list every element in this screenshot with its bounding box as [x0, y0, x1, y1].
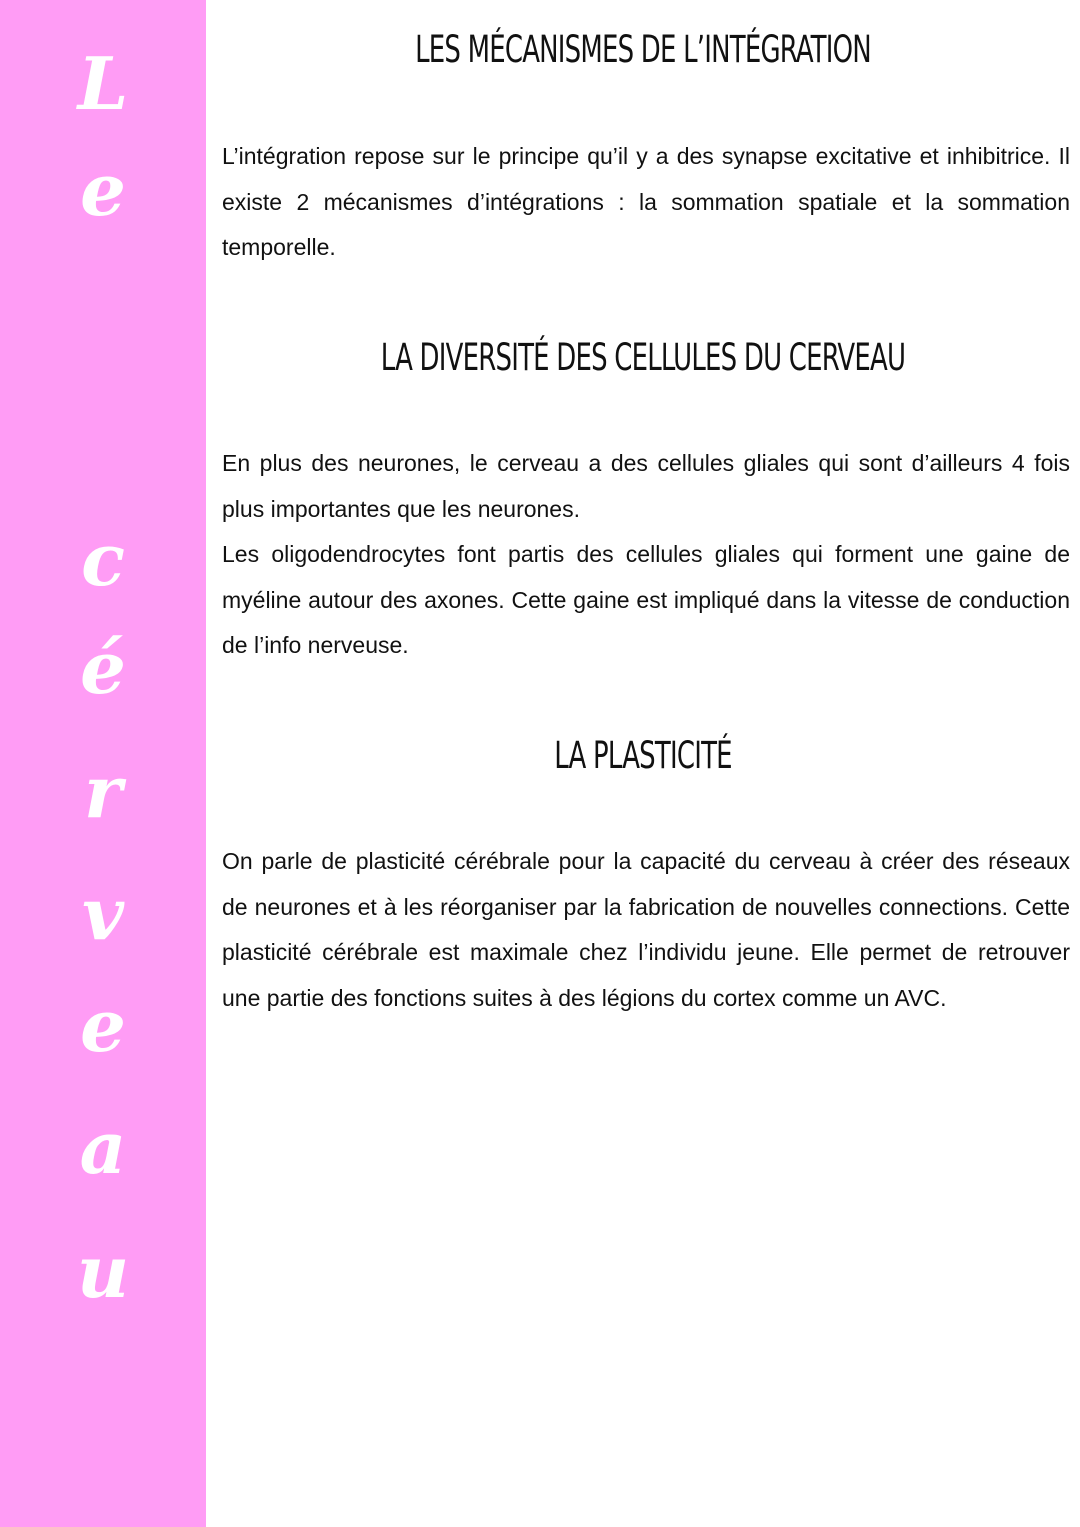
section-title-plasticite: LA PLASTICITÉ	[554, 734, 732, 777]
sidebar-letter-v: v	[82, 871, 124, 956]
sidebar-letter-r: r	[84, 749, 122, 834]
sidebar-letter-u: u	[76, 1229, 130, 1314]
sidebar-vertical-title	[0, 0, 206, 1527]
paragraph-diversite-1: En plus des neurones, le cerveau a des cellules gliales qui sont d’ailleurs 4 fois plus importantes que les neurones.	[222, 450, 1070, 522]
sidebar-letter-l: L	[77, 41, 129, 126]
sidebar-letter-e-acute: é	[80, 625, 126, 710]
sidebar-letter-e: e	[80, 147, 126, 232]
sidebar-letter-e-2: e	[80, 983, 126, 1068]
paragraph-integration: L’intégration repose sur le principe qu’il y a des synapse excitative et inhibitrice. Il existe 2 mécanismes d’intégrations : la sommation spatiale et la sommation temporelle.	[222, 143, 1070, 261]
sidebar-letter-c: c	[81, 517, 125, 602]
sidebar-letter-a: a	[79, 1105, 127, 1190]
section-title-diversite: LA DIVERSITÉ DES CELLULES DU CERVEAU	[380, 336, 906, 379]
paragraph-diversite-2: Les oligodendrocytes font partis des cellules gliales qui forment une gaine de myéline autour des axones. Cette gaine est impliqué dans la vitesse de conduction de l’info nerveuse.	[222, 541, 1070, 659]
section-title-integration: LES MÉCANISMES DE L’INTÉGRATION	[415, 28, 871, 71]
paragraph-plasticite: On parle de plasticité cérébrale pour la capacité du cerveau à créer des réseaux de neurones et à les réorganiser par la fabrication de nouvelles connections. Cette plasticité cérébrale est maximale chez l’individu jeune. Elle permet de retrouver une partie des fonctions suites à des légions du cortex comme un AVC.	[222, 848, 1070, 1012]
